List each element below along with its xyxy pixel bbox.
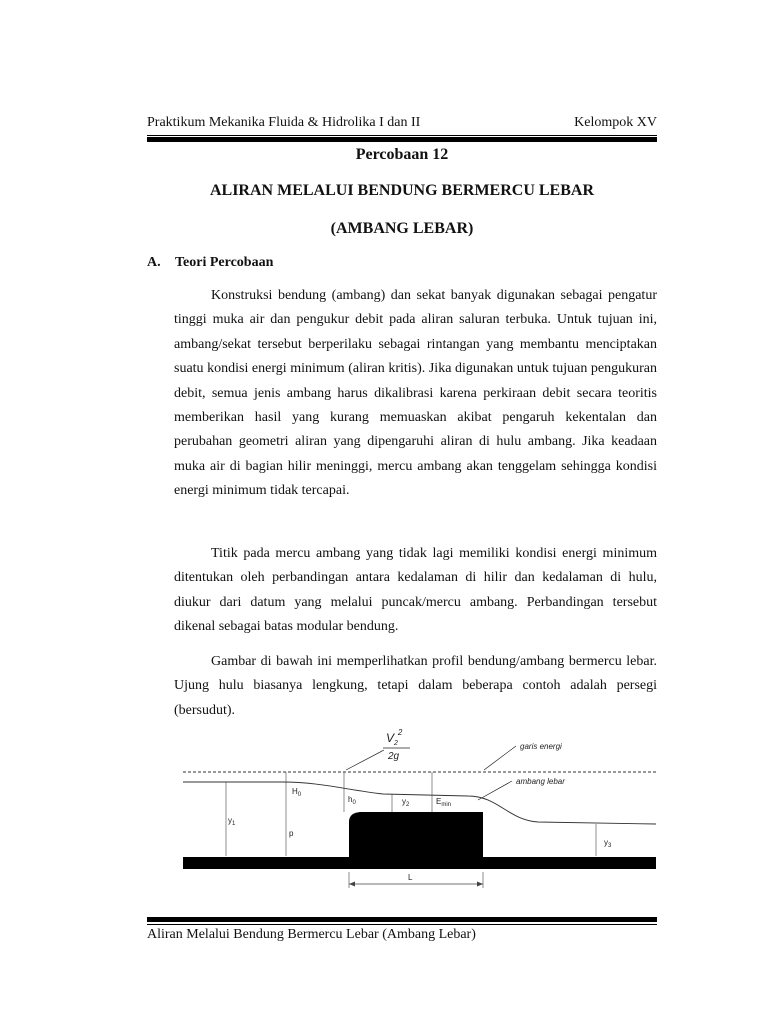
- header-rule-thick: [147, 137, 657, 142]
- L-dimension-arrow-left: [349, 882, 355, 887]
- velocity-head-denominator: 2g: [388, 751, 400, 762]
- section-heading: [147, 254, 273, 272]
- energy-line-leader: [484, 746, 516, 770]
- page-header: [147, 114, 657, 132]
- page-footer: Aliran Melalui Bendung Bermercu Lebar (Ambang Lebar): [147, 927, 476, 942]
- paragraph-3: Gambar di bawah ini memperlihatkan profil bendung/ambang bermercu lebar. Ujung hulu biasanya lengkung, tetapi dalam beberapa contoh adalah persegi (bersudut).: [174, 654, 657, 718]
- paragraph-1: Konstruksi bendung (ambang) dan sekat banyak digunakan sebagai pengatur tinggi muka air dan pengukur debit pada aliran saluran terbuka. Untuk tujuan ini, ambang/sekat tersebut berperilaku sebagai rintangan yang membantu menciptakan suatu kondisi energi minimum (aliran kritis). Jika digunakan untuk tujuan pengukuran debit, semua jenis ambang harus dikalibrasi karena perkiraan debit secara teoritis memberikan hasil yang kurang memuaskan akibat pengaruh kekentalan dan perubahan geometri aliran yang dipengaruhi aliran di hulu ambang. Jika keadaan muka air di bagian hilir meninggi, mercu ambang akan tenggelam sehingga kondisi energi minimum tidak tercapai.: [174, 288, 657, 499]
- experiment-subtitle: (AMBANG LEBAR): [330, 220, 474, 237]
- y2-label: $y_2$: [402, 797, 410, 808]
- experiment-title: ALIRAN MELALUI BENDUNG BERMERCU LEBAR: [209, 182, 595, 199]
- weir-label-leader: [478, 781, 512, 800]
- y3-label: $y_3$: [604, 838, 612, 849]
- header-course-title: Praktikum Mekanika Fluida & Hidrolika I dan II: [147, 115, 421, 130]
- header-rule-thin: [147, 135, 657, 136]
- section-title: Teori Percobaan: [175, 255, 274, 270]
- weir-profile-figure: [178, 726, 658, 896]
- channel-bed: [183, 857, 656, 869]
- H0-label: $H_0$: [292, 787, 302, 798]
- energy-line-label: garis energi: [520, 742, 562, 751]
- weir-body: [349, 812, 483, 858]
- L-dimension-arrow-right: [477, 882, 483, 887]
- weir-label: ambang lebar: [516, 777, 565, 786]
- footer-rule-thin: [147, 924, 657, 925]
- footer-rule-thick: [147, 917, 657, 922]
- header-group-label: Kelompok XV: [574, 115, 657, 130]
- weir-length-label: L: [408, 873, 413, 882]
- section-number: A.: [147, 255, 161, 270]
- weir-diagram: [178, 726, 658, 896]
- weir-height-label: p: [289, 829, 294, 838]
- experiment-number: Percobaan 12: [355, 146, 449, 163]
- y1-label: $y_1$: [228, 816, 236, 827]
- h0-label: $h_0$: [348, 795, 356, 806]
- paragraph-2: Titik pada mercu ambang yang tidak lagi memiliki kondisi energi minimum ditentukan oleh perbandingan antara kedalaman di hilir dan kedalaman di hulu, diukur dari datum yang melalui puncak/mercu ambang. Perbandingan tersebut dikenal sebagai batas modular bendung.: [174, 546, 657, 635]
- velocity-head-numerator: $V_2^2$: [386, 728, 403, 747]
- velocity-head-leader: [346, 750, 384, 770]
- Emin-label: $E_{min}$: [436, 797, 452, 808]
